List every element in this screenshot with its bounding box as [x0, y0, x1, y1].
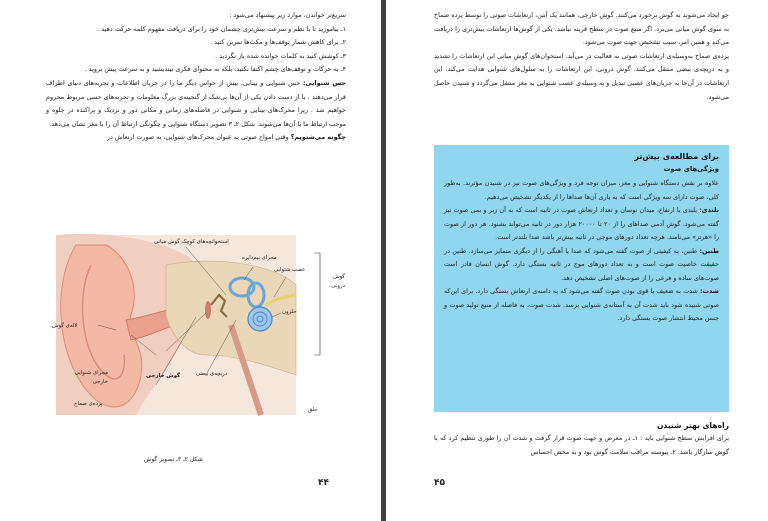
right-text-block — [434, 9, 729, 104]
label-inner-ear: گوش درونی — [331, 274, 345, 289]
further-study-box — [434, 145, 729, 412]
label-canals: مجرای نیم‌دایره — [242, 255, 277, 261]
section-title: راه‌های بهتر شنیدن — [656, 421, 729, 430]
box-item-timbre — [444, 245, 719, 286]
ear-illustration — [46, 225, 346, 425]
question-body: وقتی امواج صوتی به عنوان محرک‌های شنوایی، به صورت ارتعاش در — [106, 133, 289, 142]
label-oval-window: دریچه‌ی بیضی — [196, 371, 228, 377]
question-title: چگونه می‌شنویم؟ — [290, 133, 346, 142]
question-paragraph — [46, 131, 346, 145]
label-pinna: لاله‌ی گوش — [52, 323, 78, 329]
right-page — [386, 0, 768, 521]
label-eardrum: پرده‌ی صماخ — [74, 401, 103, 407]
left-page — [0, 0, 381, 521]
text-loudness: بلندی یا ارتفاع، میدان نوسان و تعداد ارتعاش صوت در ثانیه است که به آن زیر و بمی صوت نیز گفته می‌شود. گوش آدمی صداهای را از ۲۰ تا ۲۰۰۰۰ هزار دور در ثانیه می‌تواند بشنود. هر دور از صوت را «هرتز» می‌نامند. هرچه تعداد دورهای موجی در ثانیه بیش‌تر باشد صدا بلندتر است. — [444, 206, 719, 241]
box-intro: علاوه بر نقش دستگاه شنوایی و مغز، میزان توجه فرد و ویژگی‌های صوت نیز در شنیدن مؤثرند. به‌طور کلی، صوت دارای سه ویژگی است که به یاری آن‌ها صداها را از یکدیگر تشخیص می‌دهیم. — [444, 179, 719, 201]
term-intensity: شدت: — [700, 287, 719, 295]
tip-3: ۳ـ کوشش کنید به کلمات خوانده شده باز نگردید . — [215, 51, 346, 60]
hearing-body: حس شنوایی و بینایی، بیش از حواس دیگر ما را در جریان اطلاعات و تجربه‌های دنیای اطراف قرار می‌دهند . با از دست دادن یکی از آن‌ها بی‌شک از گنجینه‌ی بزرگ معلومات و تجربه‌های حسی مربوط محروم خواهیم شد . زیرا محرک‌های بینایی و شنوایی در فاصله‌های زمانی و مکانی دور و نزدیک و پراکنده در جلوه و موجب ارتباط ما با آن‌ها می‌شوند. شکل ۲ـ ۳ تصویر دستگاه شنوایی و چگونگی ارتباط آن را با مغز نشان می‌دهد. — [46, 78, 346, 128]
tip-2: ۲ـ برای کاهش شمار توقف‌ها و مکث‌ها تمرین کنید . — [210, 38, 346, 47]
right-paragraph-1: جو ایجاد می‌شوند به گوش برخورد می‌کنند. گوش خارجی، همانند یک آنتن، ارتعاشات صوتی را توسط پرده صماخ به سوی گوش میانی می‌برد. اگر منبع صوت در سطح قرینه نباشد، یکی از گوش‌ها ارتعاشات بیش‌تری را دریافت می‌کند و همین امر، سبب تشخیص جهت صوت می‌شود. — [434, 11, 729, 47]
left-text-block — [46, 9, 346, 145]
box-item-intensity — [444, 285, 719, 326]
better-hearing-section — [434, 419, 729, 459]
right-paragraph-2: پرده‌ی صماخ به‌وسیله‌ی ارتعاشات صوتی به فعالیت در می‌آید. استخوان‌های گوش میانی این ارتعاشات را تشدید و به دریچه‌ی بیضی منتقل می‌کنند. گوش درونی، این ارتعاشات را به سلول‌های شنوایی هدایت می‌کند. این ارتعاشات در آن‌جا به جریان‌های عصبی تبدیل و به وسیله‌ی عصب شنوایی به مغز منتقل می‌گردد و شنیدن حاصل می‌شود. — [434, 51, 729, 101]
page-number-left: ۴۴ — [318, 478, 329, 488]
tip-1: ۱ـ بیاموزید تا با نظم و سرعت بیش‌تری چشمان خود را برای دریافت مفهوم کلمه حرکت دهید . — [97, 24, 346, 33]
text-intensity: شدت به ضعیف یا قوی بودن صوت گفته می‌شود که به دامنه‌ی ارتعاش بستگی دارد. برای این‌که صوتی شنیده شود باید شدت آن به آستانه‌ی شنوایی برسد. شدت صوت، به فاصله از منبع تولید صوت و جنس محیط انتشار صوت بستگی دارد. — [444, 287, 719, 322]
figure-caption: شکل ۲ـ ۳ـ تصویر گوش — [144, 456, 203, 463]
hearing-paragraph — [46, 77, 346, 131]
ear-figure — [46, 225, 346, 425]
label-cochlea: حلزون — [282, 309, 297, 315]
intro-line: سریع‌تر خواندن، موارد زیر پیشنهاد می‌شود : — [229, 11, 346, 19]
box-item-loudness — [444, 204, 719, 245]
term-timbre: طنین: — [699, 246, 719, 255]
box-title: برای مطالعه‌ی بیش‌تر — [634, 152, 719, 161]
hearing-title: حس شنوایی: — [302, 78, 346, 87]
label-nerve: عصب شنوایی — [274, 267, 306, 273]
section-body: برای افزایش سطح شنوایی باید : ۱ـ در معرض و جهت صوت قرار گرفت و شدت آن را طوری تنظیم کرد که با گوش سازگار باشد. ۲ـ پیوسته مراقب سلامت گوش بود و به محض احساس — [434, 434, 730, 456]
text-timbre: طنین، به کیفیتی از صوت گفته می‌شود که صدا یا آهنگی را از دیگری متمایز می‌سازد. طنین در حقیقت خاصیت صوت است و به تعداد دورهای موج در ثانیه بستگی دارد. گوش انسان قادر است صوت‌های ساده و فرعی را از صوت‌های اصلی تشخیص دهد. — [444, 246, 719, 282]
term-loudness: بلندی: — [699, 206, 719, 214]
label-ossicles: استخوانچه‌های کوچک گوش میانی — [154, 239, 229, 245]
page-number-right: ۴۵ — [434, 478, 445, 488]
box-subtitle: ویژگی‌های صوت — [663, 165, 719, 173]
tip-4: ۴ـ به حرکات و توقف‌های چشم اکتفا نکنید، بلکه به محتوای فکری بیندیشید و به سرعت پیش بروید . — [84, 65, 346, 74]
label-ear-canal: مجرای شنوایی خارجی — [74, 370, 108, 385]
label-outer-ear: گوش خارجی — [146, 373, 181, 379]
label-throat: حلق — [308, 407, 318, 413]
